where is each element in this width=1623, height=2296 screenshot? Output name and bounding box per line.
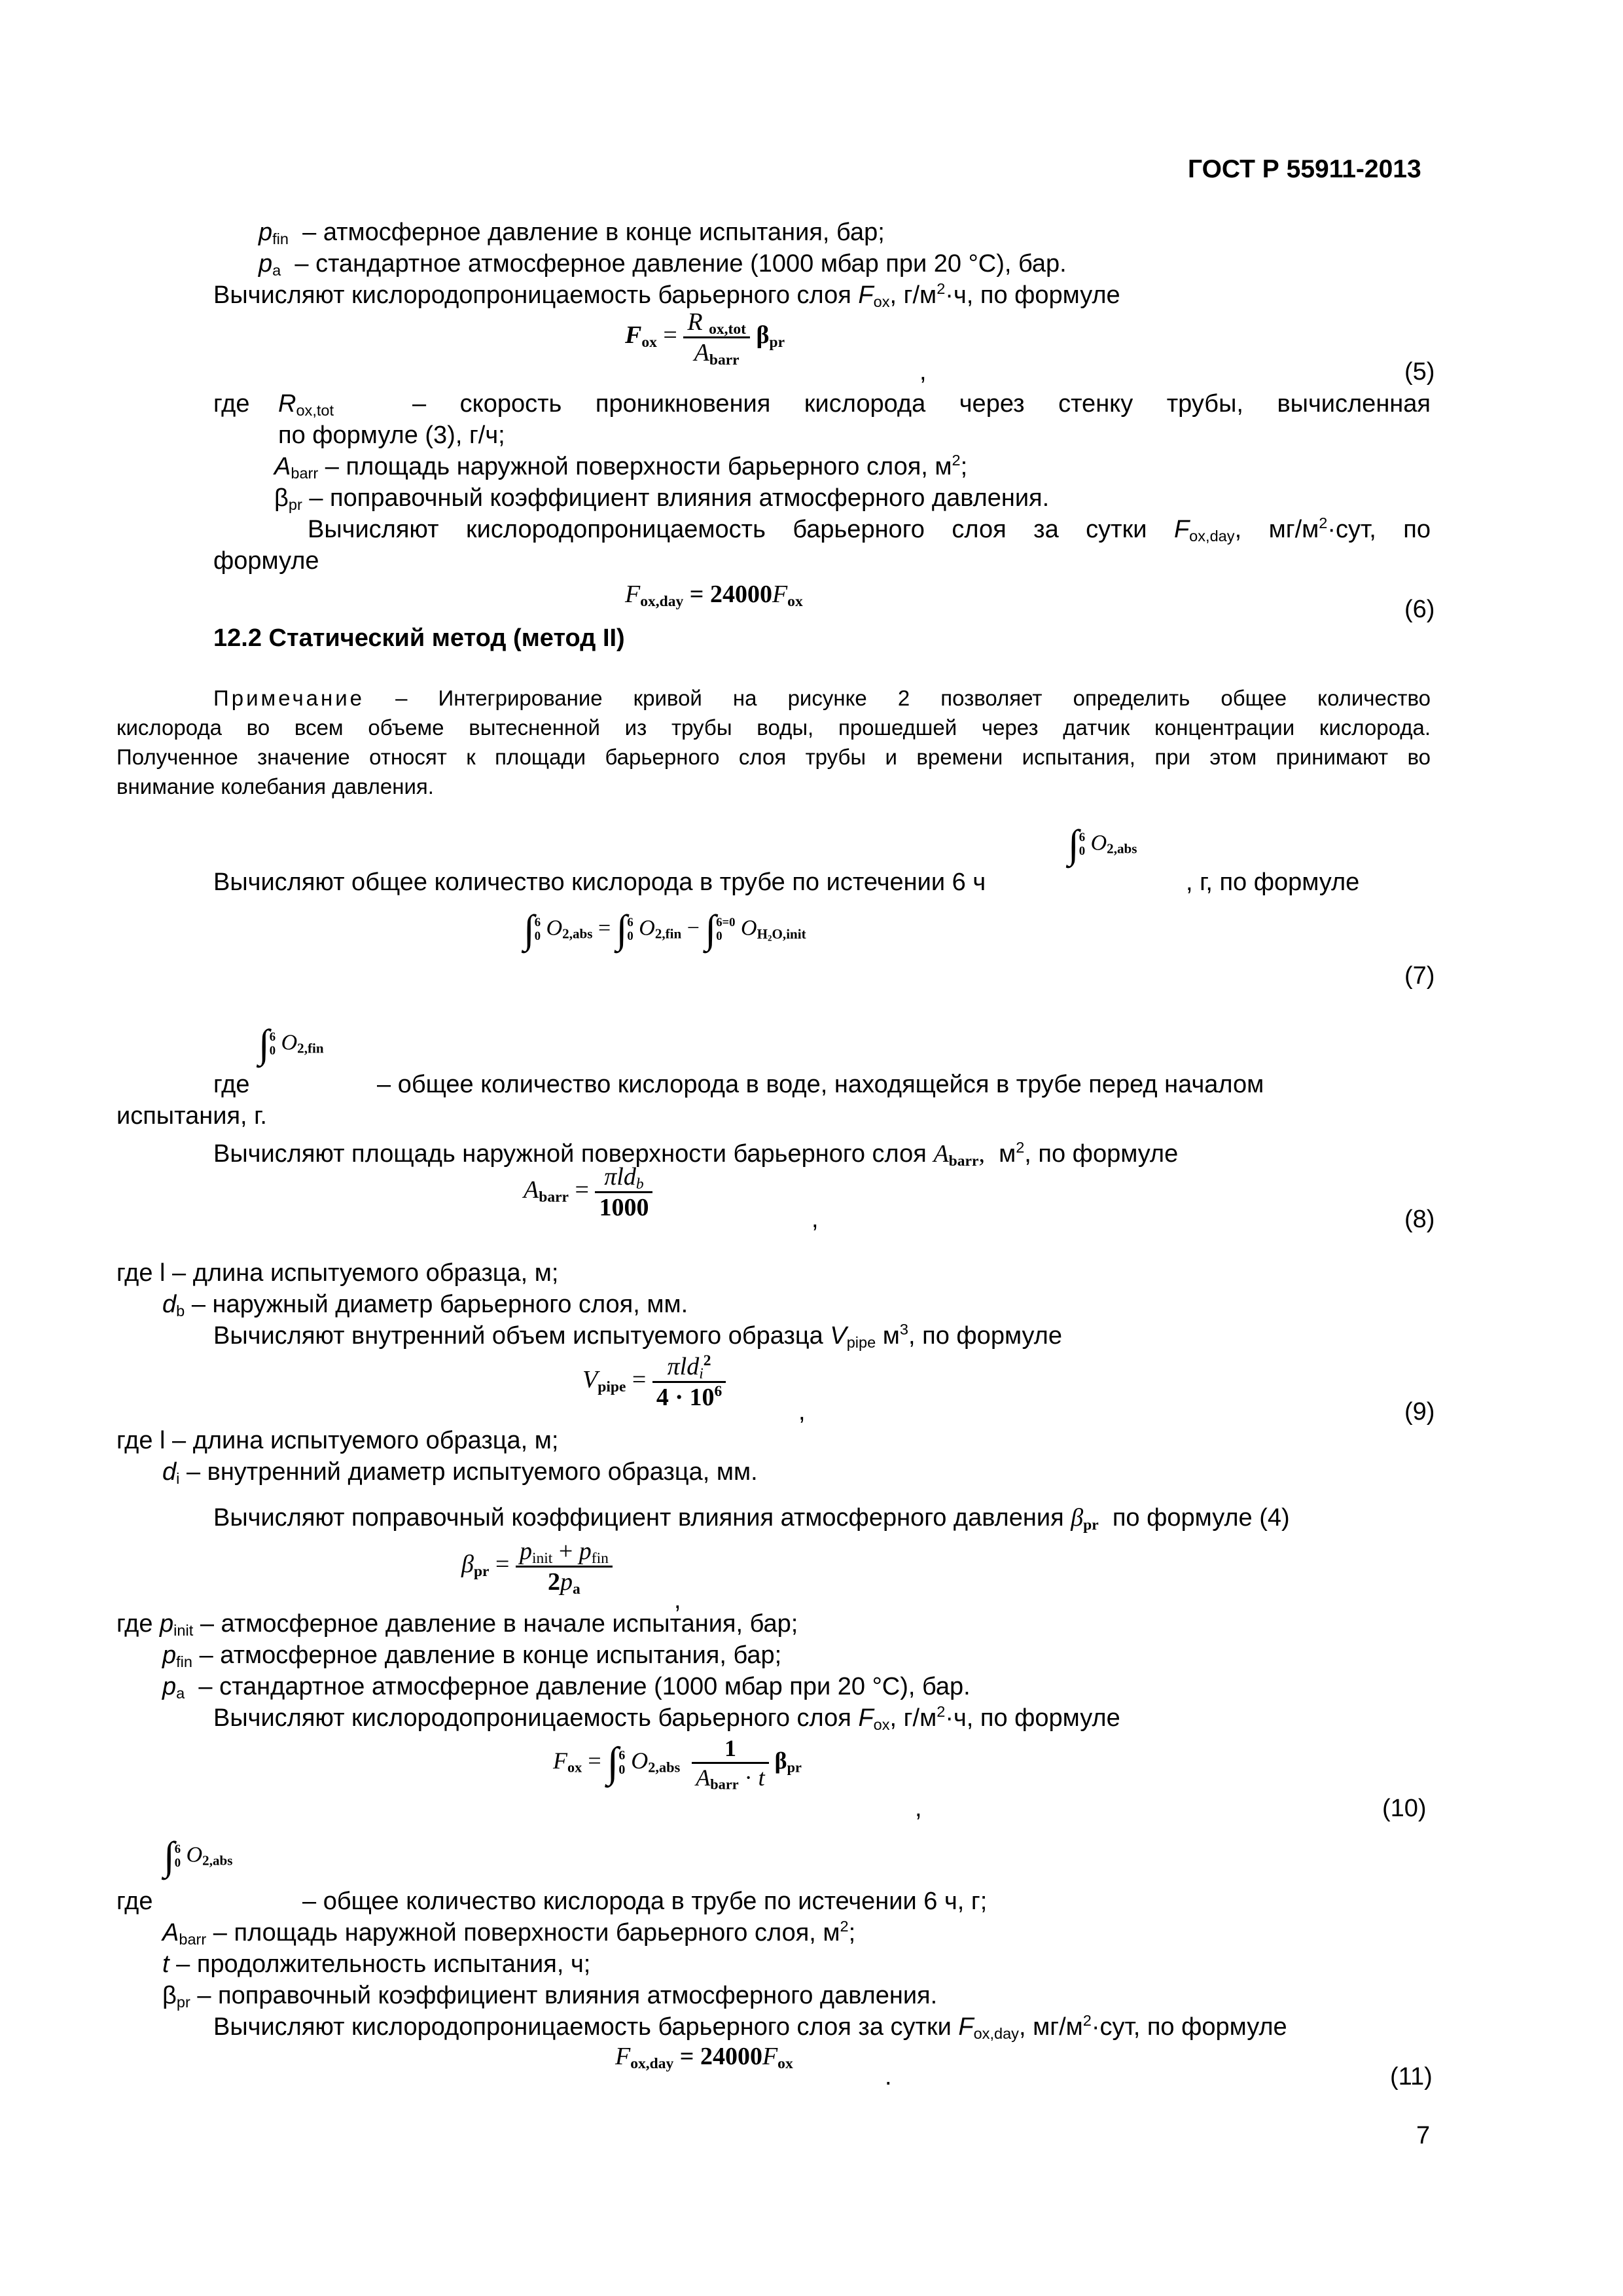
formula-5: $F_{ox}$ = $\frac{R _{ox,tot}}{A_{barr}}$ $\beta_{pr}$ — [625, 308, 785, 368]
formula-7: ∫ 6 0 $O_{2,abs}$ = ∫ 6 0 $O_{2,fin}$ − ∫ 6=0 0 $O_{H_2O,init}$ — [524, 907, 806, 952]
beta-definition: $\beta_{pr}$ – поправочный коэффициент влияния атмосферного давления. — [274, 484, 1050, 513]
formula-11-period: . — [885, 2063, 892, 2090]
document-header: ГОСТ Р 55911-2013 — [1188, 155, 1421, 183]
inline-integral-o2-fin: ∫ 6 0 $O_{2,fin}$ — [259, 1022, 324, 1066]
formula-4-comma: , — [674, 1587, 681, 1614]
formula-10-number: (10) — [1382, 1795, 1427, 1822]
fox-day-intro-cont: формуле — [213, 547, 319, 575]
t-definition: t – продолжительность испытания, ч; — [162, 1950, 591, 1978]
where-label: где — [213, 390, 250, 418]
fox-intro-2: Вычисляют кислородопроницаемость барьерного слоя $F_{ox}$, $г/м^2\cdot ч$, по формуле — [213, 1702, 1120, 1733]
beta-intro: Вычисляют поправочный коэффициент влияния атмосферного давления $\beta_{pr}$ по формуле (4) — [213, 1504, 1290, 1534]
fox-day-intro: Вычисляют кислородопроницаемость барьерного слоя за сутки $F_{ox,day}$, $мг/м^2\cdot сут$, по — [308, 514, 1431, 545]
formula-9-number: (9) — [1404, 1398, 1435, 1426]
p-fin-definition: $p_{fin}$ – атмосферное давление в конце испытания, бар; — [259, 219, 885, 247]
l-definition: где l – длина испытуемого образца, м; — [116, 1259, 559, 1287]
l-definition-9: где l – длина испытуемого образца, м; — [116, 1427, 559, 1454]
note-line-3: Полученное значение относят к площади барьерного слоя трубы и времени испытания, при этом принимают во — [116, 745, 1431, 769]
beta-definition-2: $\beta_{pr}$ – поправочный коэффициент влияния атмосферного давления. — [162, 1982, 938, 2011]
formula-11-number: (11) — [1390, 2063, 1433, 2090]
r-ox-tot-definition-cont: по формуле (3), г/ч; — [278, 422, 505, 449]
where-label-7: где — [213, 1071, 250, 1098]
a-barr-intro: Вычисляют площадь наружной поверхности барьерного слоя $A_{barr}$, $м^2$, по формуле — [213, 1138, 1179, 1170]
formula-8-number: (8) — [1404, 1206, 1435, 1233]
note-line-4: внимание колебания давления. — [116, 774, 434, 798]
formula-6-number: (6) — [1404, 596, 1435, 623]
v-pipe-intro: Вычисляют внутренний объем испытуемого образца $V_{pipe}$ $м^3$, по формуле — [213, 1320, 1062, 1351]
formula-7-number: (7) — [1404, 962, 1435, 990]
o2-fin-definition-cont: испытания, г. — [116, 1102, 267, 1130]
o2-fin-definition: – общее количество кислорода в воде, находящейся в трубе перед началом — [377, 1071, 1264, 1098]
p-a-definition: $p_a$ – стандартное атмосферное давление (1000 мбар при 20 °С), бар. — [259, 250, 1067, 279]
d-i-definition: $d_i$ – внутренний диаметр испытуемого образца, мм. — [162, 1458, 758, 1487]
formula-4: $\beta_{pr}$ = $\frac{p_{init} + p_{fin}}{2p_a}$ — [461, 1537, 613, 1596]
fox-day-intro-2: Вычисляют кислородопроницаемость барьерного слоя за сутки $F_{ox,day}$, $мг/м^2\cdot сут$, по формуле — [213, 2011, 1287, 2042]
inline-integral-o2-abs: ∫ 6 0 $O_{2,abs}$ — [1068, 822, 1137, 867]
formula-8-comma: , — [812, 1206, 819, 1233]
formula-11: $F_{ox,day} = 24000F_{ox}$ — [615, 2043, 793, 2072]
formula-9-comma: , — [798, 1398, 806, 1426]
r-ox-tot-definition: – скорость проникновения кислорода через стенку трубы, вычисленная — [412, 390, 1431, 418]
inline-integral-o2-abs-2: ∫ 6 0 $O_{2,abs}$ — [164, 1834, 233, 1878]
note-line-1: Примечание – Интегрирование кривой на рисунке 2 позволяет определить общее количество — [213, 686, 1431, 710]
formula-6: $F_{ox,day} = 24000F_{ox}$ — [625, 581, 803, 610]
r-ox-tot-symbol: $R_{ox,tot}$ — [278, 390, 334, 419]
p-fin-definition-2: $p_{fin}$ – атмосферное давление в конце испытания, бар; — [162, 1641, 782, 1670]
section-title: 12.2 Статический метод (метод II) — [213, 624, 625, 652]
formula-10: $F_{ox}$ = ∫ 6 0 $O_{2,abs}$ $\frac{1}{A_{barr} \cdot t}$ $\beta_{pr}$ — [553, 1735, 802, 1793]
formula-5-number: (5) — [1404, 358, 1435, 386]
total-oxygen-intro-end: , г, по формуле — [1186, 869, 1360, 896]
d-b-definition: $d_b$ – наружный диаметр барьерного слоя, мм. — [162, 1291, 688, 1319]
note-line-2: кислорода во всем объеме вытесненной из трубы воды, прошедшей через датчик концентрации кислорода. — [116, 715, 1431, 740]
formula-5-comma: , — [919, 358, 927, 386]
a-barr-definition: $A_{barr}$ – площадь наружной поверхности барьерного слоя, $м^2$; — [274, 451, 968, 482]
a-barr-definition-2: $A_{barr}$ – площадь наружной поверхности барьерного слоя, $м^2$; — [162, 1917, 856, 1948]
formula-10-comma: , — [915, 1795, 922, 1822]
o2-abs-definition: – общее количество кислорода в трубе по истечении 6 ч, г; — [302, 1888, 988, 1915]
formula-9: $V_{pipe}$ = $\frac{\pi ld_i^2}{4 \cdot 10^6}$ — [582, 1352, 726, 1412]
fox-formula-intro: Вычисляют кислородопроницаемость барьерного слоя $F_{ox}$, $г/м^2\cdot ч$, по формуле — [213, 279, 1120, 310]
total-oxygen-intro: Вычисляют общее количество кислорода в трубе по истечении 6 ч — [213, 869, 986, 896]
p-a-definition-2: $p_a$ – стандартное атмосферное давление (1000 мбар при 20 °С), бар. — [162, 1673, 971, 1702]
formula-8: $A_{barr}$ = $\frac{\pi ld_b}{1000}$ — [524, 1162, 652, 1222]
where-label-10: где — [116, 1888, 153, 1915]
p-init-definition: где $p_{init}$ – атмосферное давление в начале испытания, бар; — [116, 1610, 798, 1639]
page-number: 7 — [1416, 2122, 1431, 2149]
